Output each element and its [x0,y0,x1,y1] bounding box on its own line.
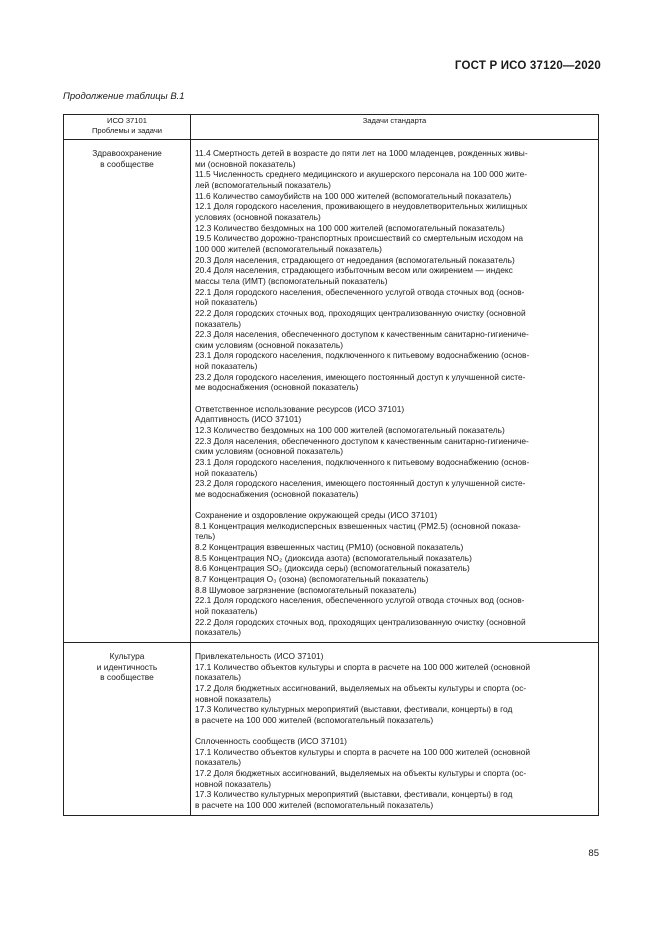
task-line: 11.4 Смертность детей в возрасте до пяти лет на 1000 младенцев, рожденных живы- [195,148,528,158]
task-line: 8.6 Концентрация SO₂ (диоксида серы) (вспомогательный показатель) [195,563,470,574]
task-line: новной показатель) [195,693,272,704]
task-line: 19.5 Количество дорожно-транспортных происшествий со смертельным исходом на [195,233,524,244]
task-line: 8.5 Концентрация NO₂ (диоксида азота) (вспомогательный показатель) [195,552,472,563]
category-line: Здравоохранение [92,148,162,158]
task-line: Сохранение и оздоровление окружающей среды (ИСО 37101) [195,510,438,520]
task-line: 17.3 Количество культурных мероприятий (выставки, фестивали, концерты) в год [195,704,513,715]
task-line: Адаптивность (ИСО 37101) [195,414,302,425]
task-line: 17.3 Количество культурных мероприятий (выставки, фестивали, концерты) в год [195,789,513,800]
task-line: 11.6 Количество самоубийств на 100 000 жителей (вспомогательный показатель) [195,190,512,201]
task-line: 23.2 Доля городского населения, имеющего постоянный доступ к улучшенной систе- [195,478,526,489]
task-line: Сплоченность сообществ (ИСО 37101) [195,735,347,746]
task-line: 8.7 Концентрация O₃ (озона) (вспомогательный показатель) [195,573,429,584]
task-line: показатель) [195,627,242,638]
table-caption: Продолжение таблицы В.1 [63,91,185,102]
task-line: 23.1 Доля городского населения, подключенного к питьевому водоснабжению (основ- [195,456,530,467]
table-row [64,140,599,643]
task-line: новной показатель) [195,778,272,789]
task-line: 20.3 Доля населения, страдающего от недоедания (вспомогательный показатель) [195,254,515,265]
task-group [195,510,594,638]
task-line: 22.3 Доля населения, обеспеченного доступом к качественным санитарно-гигиениче- [195,435,529,446]
tasks-cell [191,140,599,643]
page-number: 85 [588,848,599,859]
task-line: условиях (основной показатель) [195,211,321,222]
task-line: показатель) [195,757,242,768]
task-line: показатель) [195,318,242,329]
task-line: ми (основной показатель) [195,158,296,169]
task-group [195,651,594,726]
tasks-cell [191,642,599,815]
task-line: Ответственное использование ресурсов (ИСО 37101) [195,403,405,414]
task-line: ским условиям (основной показатель) [195,339,344,350]
header-issues-line: Проблемы и задачи [91,125,163,135]
task-line: ной показатель) [195,297,258,308]
category-cell [64,140,191,643]
task-line: 23.2 Доля городского населения, имеющего постоянный доступ к улучшенной систе- [195,371,526,382]
header-issues-line: ИСО 37101 [107,116,147,125]
task-group [195,148,594,393]
indicators-table [63,114,599,816]
task-line: ной показатель) [195,467,258,478]
task-line: 23.1 Доля городского населения, подключенного к питьевому водоснабжению (основ- [195,350,530,361]
document-id: ГОСТ Р ИСО 37120—2020 [454,60,601,72]
task-line: 22.1 Доля городского населения, обеспеченного услугой отвода сточных вод (основ- [195,595,525,606]
category-line: и идентичность [96,661,158,672]
task-line: 22.3 Доля населения, обеспеченного доступом к качественным санитарно-гигиениче- [195,329,529,340]
task-line: в расчете на 100 000 жителей (вспомогательный показатель) [195,714,434,725]
task-line: лей (вспомогательный показатель) [195,179,331,190]
task-line: 20.4 Доля населения, страдающего избыточным весом или ожирением — индекс [195,265,513,276]
category-line: Культура [109,650,145,661]
task-line: 17.2 Доля бюджетных ассигнований, выделяемых на объекты культуры и спорта (ос- [195,682,527,693]
category-cell [64,642,191,815]
task-line: 12.3 Количество бездомных на 100 000 жителей (вспомогательный показатель) [195,222,505,233]
task-group [195,404,594,500]
task-line: ной показатель) [195,605,258,616]
table-header-row [64,115,599,140]
task-line: 8.2 Концентрация взвешенных частиц (PM10) (основной показатель) [195,541,464,552]
table-row [64,642,599,815]
category-line: в сообществе [100,158,154,169]
task-line: 22.1 Доля городского населения, обеспеченного услугой отвода сточных вод (основ- [195,286,525,297]
task-line: ме водоснабжения (основной показатель) [195,382,359,393]
task-line: 8.1 Концентрация мелкодисперсных взвешенных частиц (PM2.5) (основной показа- [195,520,521,531]
task-line: показатель) [195,672,242,683]
task-line: 22.2 Доля городских сточных вод, проходящих централизованную очистку (основной [195,616,526,627]
task-line: ским условиям (основной показатель) [195,446,344,457]
task-line: 12.1 Доля городского населения, проживающего в неудовлетворительных жилищных [195,201,528,212]
task-line: Привлекательность (ИСО 37101) [195,650,324,661]
task-line: 100 000 жителей (вспомогательный показатель) [195,243,382,254]
task-line: в расчете на 100 000 жителей (вспомогательный показатель) [195,799,434,810]
task-line: тель) [195,531,216,542]
task-line: 17.1 Количество объектов культуры и спорта в расчете на 100 000 жителей (основной [195,746,531,757]
task-line: 8.8 Шумовое загрязнение (вспомогательный показатель) [195,584,417,595]
task-line: массы тела (ИМТ) (вспомогательный показатель) [195,275,388,286]
task-line: ме водоснабжения (основной показатель) [195,488,359,499]
task-line: 17.1 Количество объектов культуры и спорта в расчете на 100 000 жителей (основной [195,661,531,672]
task-line: 17.2 Доля бюджетных ассигнований, выделяемых на объекты культуры и спорта (ос- [195,767,527,778]
task-line: ной показатель) [195,361,258,372]
task-line: 22.2 Доля городских сточных вод, проходящих централизованную очистку (основной [195,307,526,318]
category-line: в сообществе [100,672,154,683]
task-line: 11.5 Численность среднего медицинского и акушерского персонала на 100 000 жите- [195,169,528,180]
header-issues [64,115,191,140]
header-tasks: Задачи стандарта [191,115,599,140]
task-line: 12.3 Количество бездомных на 100 000 жителей (вспомогательный показатель) [195,424,505,435]
task-group [195,736,594,811]
